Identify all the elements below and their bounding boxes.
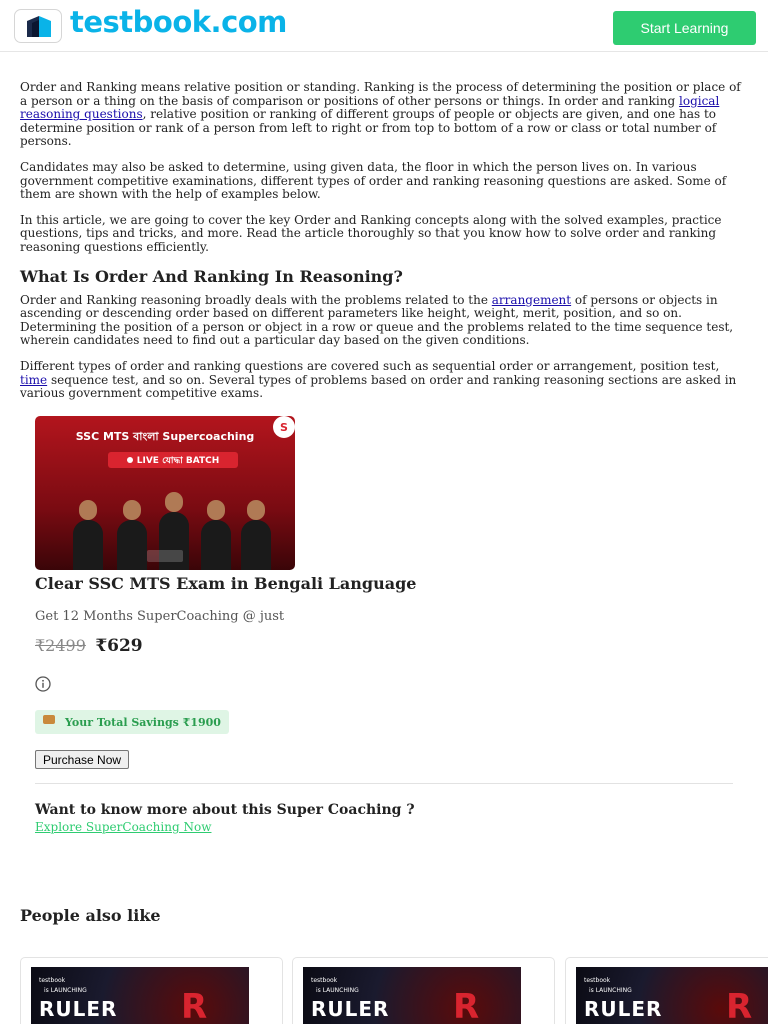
text: Different types of order and ranking questions are covered such as sequential order or arrangement, position test, xyxy=(20,358,720,373)
recommended-thumbnail xyxy=(31,967,249,1024)
text: Order and Ranking means relative position or standing. Ranking is the process of determining the position or place of a person or a thing on the basis of comparison or positions of other persons or things. In order and ranking xyxy=(20,80,741,108)
course-subtitle: Get 12 Months SuperCoaching @ just xyxy=(35,609,285,624)
teacher-figure xyxy=(117,520,147,570)
banner-cta xyxy=(147,550,183,562)
live-dot-icon xyxy=(127,457,133,463)
testbook-logo-icon[interactable] xyxy=(14,9,62,43)
teacher-figure xyxy=(201,520,231,570)
article-paragraph xyxy=(20,294,748,348)
text: Order and Ranking reasoning broadly deals with the problems related to the xyxy=(20,292,492,307)
savings-label: Your Total Savings ₹1900 xyxy=(65,715,221,729)
thumb-tagline: is LAUNCHING xyxy=(44,987,87,994)
thumb-brand: testbook xyxy=(584,977,611,984)
thumb-headline: RULER xyxy=(39,997,118,1021)
text: of persons or objects in ascending or descending order based on different parameters like height, weight, merit, position, and so on. Determining the position of a person or object in a row or queue and the problems related to the time sequence test, wherein candidates need to find out a particular day based on the given conditions. xyxy=(20,292,734,348)
explore-supercoaching-link[interactable]: Explore SuperCoaching Now xyxy=(35,820,212,834)
article-paragraph: Candidates may also be asked to determine, using given data, the floor in which the person lives on. In various government competitive examinations, different types of order and ranking reasoning questions are asked. Some of them are shown with the help of examples below. xyxy=(20,159,727,202)
arrangement-link[interactable]: arrangement xyxy=(491,292,572,307)
wallet-icon xyxy=(43,715,55,724)
supercoaching-badge-icon: S xyxy=(273,416,295,438)
recommended-card[interactable] xyxy=(20,957,283,1024)
text: , relative position or ranking of different groups of people or objects are given, and one has to determine position or rank of a person from left to right or from top to bottom of a row or class or total number of persons. xyxy=(20,107,717,149)
article-body xyxy=(20,81,748,413)
recommended-thumbnail xyxy=(576,967,768,1024)
teacher-figure xyxy=(73,520,103,570)
banner-title: SSC MTS বাংলা Supercoaching xyxy=(75,430,255,443)
thumb-tagline: is LAUNCHING xyxy=(316,987,359,994)
course-banner-image[interactable] xyxy=(35,416,295,570)
recommended-card[interactable] xyxy=(292,957,555,1024)
ruler-logo-icon: R xyxy=(181,987,208,1024)
discounted-price: ₹629 xyxy=(95,636,143,656)
info-icon[interactable] xyxy=(35,676,51,692)
live-batch-badge xyxy=(108,452,238,468)
section-heading: What Is Order And Ranking In Reasoning? xyxy=(20,266,403,286)
people-also-like-title: People also like xyxy=(20,906,161,925)
thumb-brand: testbook xyxy=(311,977,338,984)
thumb-headline: RULER xyxy=(584,997,663,1021)
thumb-headline: RULER xyxy=(311,997,390,1021)
course-title: Clear SSC MTS Exam in Bengali Language xyxy=(35,574,417,593)
recommended-thumbnail xyxy=(303,967,521,1024)
recommended-card[interactable] xyxy=(565,957,768,1024)
thumb-tagline: is LAUNCHING xyxy=(589,987,632,994)
supercoaching-card xyxy=(35,416,735,834)
ruler-logo-icon: R xyxy=(726,987,753,1024)
savings-badge xyxy=(35,710,229,734)
more-info-title: Want to know more about this Super Coaching ? xyxy=(35,802,415,818)
article-paragraph xyxy=(20,81,748,149)
divider xyxy=(35,783,733,784)
logo-text[interactable]: testbook.com xyxy=(70,5,287,39)
original-price: ₹2499 xyxy=(35,636,86,655)
purchase-now-button[interactable]: Purchase Now xyxy=(35,750,129,769)
time-link[interactable]: time xyxy=(20,372,48,387)
ruler-logo-icon: R xyxy=(453,987,480,1024)
price-row xyxy=(35,636,735,656)
article-paragraph xyxy=(20,360,748,401)
logical-reasoning-link[interactable]: logical reasoning questions xyxy=(20,93,720,122)
text: sequence test, and so on. Several types of problems based on order and ranking reasoning sections are asked in various government competitive exams. xyxy=(20,372,737,401)
article-paragraph: In this article, we are going to cover the key Order and Ranking concepts along with the solved examples, practice questions, tips and tricks, and more. Read the article thoroughly so that you know how to solve order and ranking reasoning questions efficiently. xyxy=(20,212,722,254)
thumb-brand: testbook xyxy=(39,977,66,984)
site-header xyxy=(0,0,768,52)
teacher-figure xyxy=(241,520,271,570)
live-label: LIVE যোদ্ধা BATCH xyxy=(136,455,220,466)
start-learning-button[interactable]: Start Learning xyxy=(613,11,756,45)
